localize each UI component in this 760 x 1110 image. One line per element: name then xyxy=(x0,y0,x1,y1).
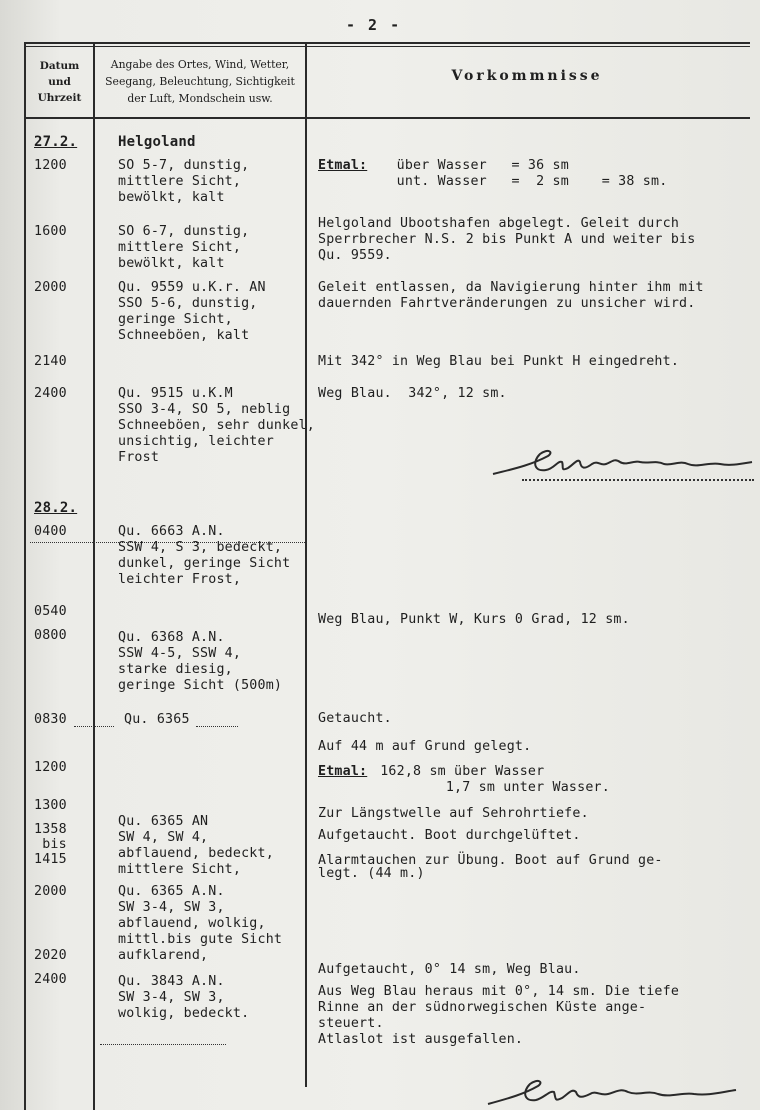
entry-time: 1200 xyxy=(34,158,67,173)
entry-time: 1200 xyxy=(34,760,67,775)
divider-date xyxy=(93,42,95,1110)
entry-date: 28.2. xyxy=(34,500,78,516)
dotted-leader xyxy=(74,726,114,727)
entry-time: 1358 bis 1415 xyxy=(34,822,67,867)
divider-conditions xyxy=(305,42,307,1087)
entry-time: 0830 xyxy=(34,712,67,727)
entry-time: 1300 xyxy=(34,798,67,813)
entry-conditions: Qu. 6365 A.N. SW 3-4, SW 3, abflauend, wolkig, mittl.bis gute Sicht aufklarend, xyxy=(118,884,283,963)
entry-event: Aufgetaucht, 0° 14 sm, Weg Blau. xyxy=(318,962,581,977)
entry-time: 2400 xyxy=(34,972,67,987)
etmal-label: Etmal: xyxy=(318,764,368,779)
entry-event: Geleit entlassen, da Navigierung hinter ihm mit dauernden Fahrtveränderungen zu unsicher wird. xyxy=(318,280,704,311)
entry-event: Aufgetaucht. Boot durchgelüftet. Alarmtauchen zur Übung. Boot auf Grund ge- legt. (44 m.) xyxy=(318,828,663,881)
entry-event: Weg Blau, Punkt W, Kurs 0 Grad, 12 sm. xyxy=(318,612,630,627)
entry-time: 2140 xyxy=(34,354,67,369)
top-rule xyxy=(24,42,750,44)
entry-place: Helgoland xyxy=(118,134,196,150)
entry-time: 2400 xyxy=(34,386,67,401)
header-rule xyxy=(24,117,750,119)
entry-event: Aus Weg Blau heraus mit 0°, 14 sm. Die tiefe Rinne an der südnorwegischen Küste ange- steuert. Atlaslot ist ausgefallen. xyxy=(318,984,680,1047)
entry-conditions: Qu. 6365 xyxy=(124,712,190,727)
entry-time: 1600 xyxy=(34,224,67,239)
entry-time: 2020 xyxy=(34,948,67,963)
header-events: Vorkommnisse xyxy=(451,68,603,84)
entry-event: Zur Längstwelle auf Sehrohrtiefe. xyxy=(318,806,589,821)
entry-conditions: Qu. 9515 u.K.M SSO 3-4, SO 5, neblig Schneeböen, sehr dunkel, unsichtig, leichter Frost xyxy=(118,386,315,465)
header-conditions: Angabe des Ortes, Wind, Wetter, Seegang, Beleuchtung, Sichtigkeit der Luft, Mondschein usw. xyxy=(105,58,295,105)
dotted-leader xyxy=(100,1044,226,1045)
entry-event: Getaucht. Auf 44 m auf Grund gelegt. xyxy=(318,711,532,754)
entry-conditions: Qu. 6368 A.N. SSW 4-5, SSW 4, starke diesig, geringe Sicht (500m) xyxy=(118,630,283,693)
entry-time: 0400 xyxy=(34,524,67,539)
entry-time: 2000 xyxy=(34,884,67,899)
entry-event: Weg Blau. 342°, 12 sm. xyxy=(318,386,507,401)
dotted-leader xyxy=(196,726,238,727)
entry-conditions: SO 6-7, dunstig, mittlere Sicht, bewölkt, kalt xyxy=(118,224,250,271)
entry-time: 0800 xyxy=(34,628,67,643)
entry-event: über Wasser = 36 sm unt. Wasser = 2 sm = 38 sm. xyxy=(396,158,668,189)
signature-mark xyxy=(488,442,758,482)
entry-conditions: Qu. 3843 A.N. SW 3-4, SW 3, wolkig, bedeckt. xyxy=(118,974,250,1021)
entry-conditions: Qu. 6663 A.N. SSW 4, S 3, bedeckt, dunkel, geringe Sicht leichter Frost, xyxy=(118,524,291,587)
entry-conditions: SO 5-7, dunstig, mittlere Sicht, bewölkt, kalt xyxy=(118,158,250,205)
left-border xyxy=(24,42,26,1110)
top-rule-thin xyxy=(24,46,750,47)
entry-event: 162,8 sm über Wasser 1,7 sm unter Wasser. xyxy=(380,764,610,795)
entry-time: 2000 xyxy=(34,280,67,295)
page-number: - 2 - xyxy=(346,16,402,34)
entry-date: 27.2. xyxy=(34,134,78,150)
signature-dotted-line xyxy=(522,479,754,481)
entry-event: Helgoland Ubootshafen abgelegt. Geleit durch Sperrbrecher N.S. 2 bis Punkt A und weiter bis Qu. 9559. xyxy=(318,216,696,263)
entry-conditions: Qu. 6365 AN SW 4, SW 4, abflauend, bedeckt, mittlere Sicht, xyxy=(118,814,274,877)
entry-event: Mit 342° in Weg Blau bei Punkt H eingedreht. xyxy=(318,354,680,369)
signature-mark xyxy=(480,1070,740,1110)
etmal-label: Etmal: xyxy=(318,158,368,173)
entry-conditions: Qu. 9559 u.K.r. AN SSO 5-6, dunstig, geringe Sicht, Schneeböen, kalt xyxy=(118,280,266,343)
header-date-time: Datum und Uhrzeit xyxy=(37,60,82,104)
entry-time: 0540 xyxy=(34,604,67,619)
